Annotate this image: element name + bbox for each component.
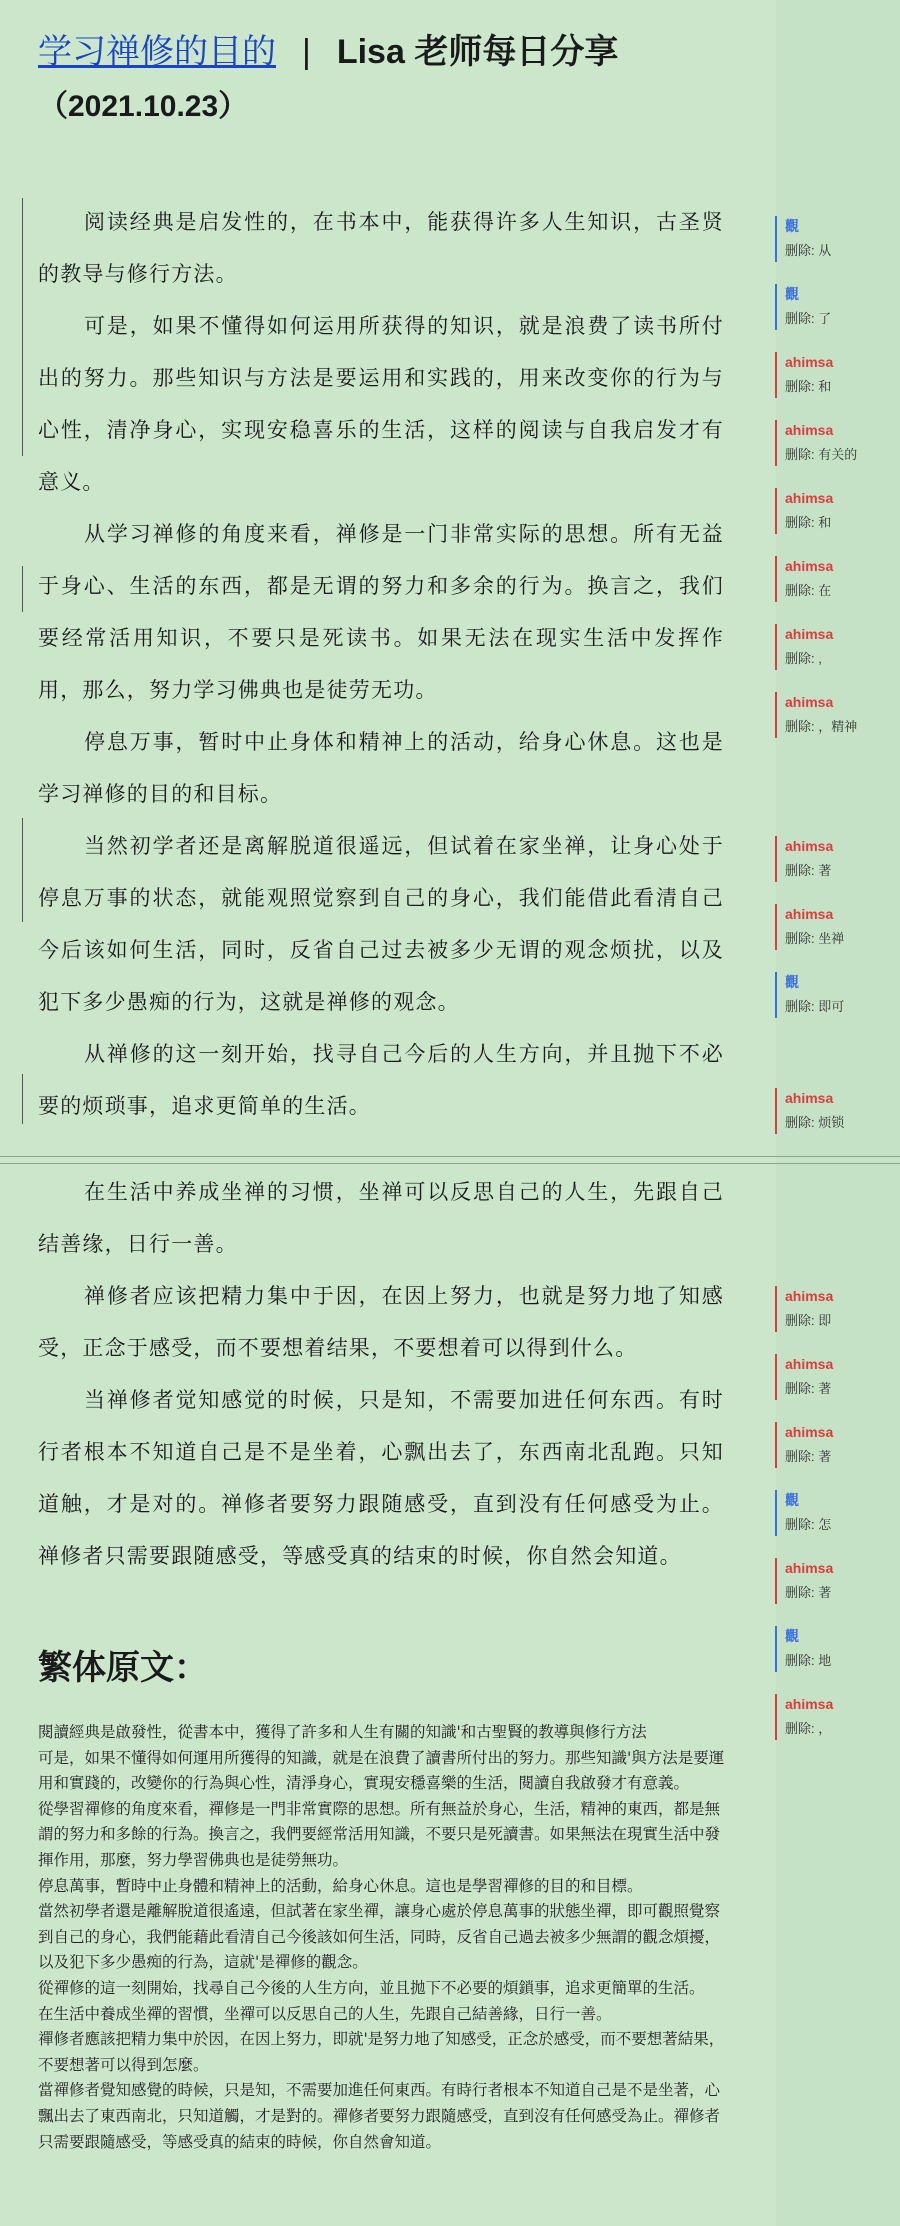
- comment-balloon[interactable]: [775, 1558, 900, 1604]
- paragraph: 禅修者应该把精力集中于因，在因上努力，也就是努力地了知感受，正念于感受，而不要想着结果，不要想着可以得到什么。: [38, 1284, 724, 1360]
- traditional-heading: 繁体原文：: [38, 1649, 208, 1687]
- comment-author: ahimsa: [785, 626, 834, 642]
- comment-balloon[interactable]: [775, 836, 900, 882]
- traditional-paragraph: 禪修者應該把精力集中於因，在因上努力，即就'是努力地了知感受，正念於感受，而不要想著結果，不要想著可以得到怎麼。: [38, 2030, 725, 2074]
- comment-author: ahimsa: [785, 354, 834, 370]
- comment-balloon[interactable]: [775, 284, 900, 330]
- change-bar: [22, 818, 23, 922]
- comment-balloon[interactable]: [775, 1694, 900, 1740]
- traditional-paragraph: 從學習禪修的角度來看，禪修是一門非常實際的思想。所有無益於身心，生活，精神的東西，都是無謂的努力和多餘的行為。換言之，我們要經常活用知識，不要只是死讀書。如果無法在現實生活中發揮作用，那麼，努力學習佛典也是徒勞無功。: [38, 1799, 721, 1869]
- comment-text: 删除: 有关的: [785, 447, 858, 462]
- paragraph: 从学习禅修的角度来看，禅修是一门非常实际的思想。所有无益于身心、生活的东西，都是无谓的努力和多余的行为。换言之，我们要经常活用知识，不要只是死读书。如果无法在现实生活中发挥作用，那么，努力学习佛典也是徒劳无功。: [38, 522, 724, 702]
- traditional-paragraph: 可是，如果不懂得如何運用所獲得的知識，就是在浪費了讀書所付出的努力。那些知識'與方法是要運用和實踐的，改變你的行為與心性，清淨身心，實現安穩喜樂的生活，閱讀自我啟發才有意義。: [38, 1748, 725, 1793]
- comment-author: ahimsa: [785, 558, 834, 574]
- simplified-text-part2: [38, 1166, 724, 1582]
- comment-text: 删除: 和: [785, 515, 832, 530]
- change-bar: [22, 198, 23, 456]
- comment-text: 删除: 著: [785, 863, 832, 878]
- change-bar: [22, 1074, 23, 1124]
- traditional-paragraph: 從禪修的這一刻開始，找尋自己今後的人生方向，並且拋下不必要的煩鎖事，追求更簡單的生活。: [38, 1978, 705, 1997]
- comment-author: 觀: [785, 218, 799, 234]
- comment-author: ahimsa: [785, 1560, 834, 1576]
- page-title: [38, 22, 758, 82]
- change-bar: [22, 566, 23, 612]
- traditional-text: [38, 1720, 728, 2155]
- comment-author: ahimsa: [785, 1090, 834, 1106]
- comment-balloon[interactable]: [775, 1354, 900, 1400]
- comment-author: 觀: [785, 286, 799, 302]
- title-separator: |: [302, 33, 311, 71]
- traditional-paragraph: 在生活中養成坐禪的習慣，坐禪可以反思自己的人生，先跟自己結善緣，日行一善。: [38, 2004, 612, 2023]
- comment-text: 删除: 地: [785, 1653, 832, 1668]
- comment-balloon[interactable]: [775, 420, 900, 466]
- comment-author: ahimsa: [785, 1288, 834, 1304]
- comment-balloon[interactable]: [775, 216, 900, 262]
- comment-text: 删除: ，精神: [785, 719, 858, 734]
- comment-balloon[interactable]: [775, 488, 900, 534]
- comment-author: 觀: [785, 1628, 799, 1644]
- traditional-paragraph: 當然初學者還是離解脫道很遙遠，但試著在家坐禪，讓身心處於停息萬事的狀態坐禪，即可觀照覺察到自己的身心，我們能藉此看清自己今後該如何生活，同時，反省自己過去被多少無謂的觀念煩擾，以及犯下多少愚痴的行為，這就'是禪修的觀念。: [38, 1902, 721, 1972]
- comment-balloon[interactable]: [775, 624, 900, 670]
- paragraph: 当禅修者觉知感觉的时候，只是知，不需要加进任何东西。有时行者根本不知道自己是不是坐着，心飘出去了，东西南北乱跑。只知道触，才是对的。禅修者要努力跟随感受，直到没有任何感受为止。禅修者只需要跟随感受，等感受真的结束的时候，你自然会知道。: [38, 1388, 724, 1568]
- comment-author: ahimsa: [785, 906, 834, 922]
- comment-text: 删除: 和: [785, 379, 832, 394]
- comment-text: 删除: 即: [785, 1313, 832, 1328]
- comment-balloon[interactable]: [775, 556, 900, 602]
- paragraph: 停息万事，暂时中止身体和精神上的活动，给身心休息。这也是学习禅修的目的和目标。: [38, 730, 724, 806]
- paragraph: 当然初学者还是离解脱道很遥远，但试着在家坐禅，让身心处于停息万事的状态，就能观照觉察到自己的身心，我们能借此看清自己今后该如何生活，同时，反省自己过去被多少无谓的观念烦扰，以及犯下多少愚痴的行为，这就是禅修的观念。: [38, 834, 724, 1014]
- comment-balloon[interactable]: [775, 1422, 900, 1468]
- comment-text: 删除: 即可: [785, 999, 845, 1014]
- comment-author: ahimsa: [785, 838, 834, 854]
- comment-author: ahimsa: [785, 422, 834, 438]
- title-link[interactable]: 学习禅修的目的: [38, 33, 276, 71]
- comment-text: 删除: 怎: [785, 1517, 832, 1532]
- paragraph: 在生活中养成坐禅的习惯，坐禅可以反思自己的人生，先跟自己结善缘，日行一善。: [38, 1180, 724, 1256]
- traditional-paragraph: 當禪修者覺知感覺的時候，只是知，不需要加進任何東西。有時行者根本不知道自己是不是坐著，心飄出去了東西南北，只知道觸，才是對的。禪修者要努力跟隨感受，直到沒有任何感受為止。禪修者只需要跟隨感受，等感受真的結束的時候，你自然會知道。: [38, 2081, 721, 2151]
- comment-balloon[interactable]: [775, 1088, 900, 1134]
- comment-text: 删除: 从: [785, 243, 832, 258]
- comment-author: ahimsa: [785, 694, 834, 710]
- comment-balloon[interactable]: [775, 352, 900, 398]
- comment-text: 删除: 著: [785, 1449, 832, 1464]
- paragraph: 从禅修的这一刻开始，找寻自己今后的人生方向，并且抛下不必要的烦琐事，追求更简单的生活。: [38, 1042, 724, 1118]
- comment-text: 删除: ，: [785, 1721, 832, 1736]
- comment-author: ahimsa: [785, 1356, 834, 1372]
- comment-text: 删除: 著: [785, 1585, 832, 1600]
- comment-author: 觀: [785, 974, 799, 990]
- comment-author: ahimsa: [785, 1424, 834, 1440]
- comment-text: 删除: 了: [785, 311, 832, 326]
- comment-balloon[interactable]: [775, 904, 900, 950]
- simplified-text-part1: [38, 196, 724, 1132]
- comment-balloon[interactable]: [775, 692, 900, 738]
- traditional-paragraph: 停息萬事，暫時中止身體和精神上的活動，給身心休息。這也是學習禪修的目的和目標。: [38, 1876, 643, 1895]
- comment-text: 删除: 烦锁: [785, 1115, 845, 1130]
- title-block: [38, 22, 758, 132]
- comment-author: ahimsa: [785, 1696, 834, 1712]
- comment-balloon[interactable]: [775, 1490, 900, 1536]
- comment-text: 删除: 著: [785, 1381, 832, 1396]
- comment-author: ahimsa: [785, 490, 834, 506]
- title-date: （2021.10.23）: [38, 90, 249, 123]
- comment-text: 删除: 坐禅: [785, 931, 845, 946]
- traditional-paragraph: 閱讀經典是啟發性，從書本中，獲得了許多和人生有關的知識'和古聖賢的教導與修行方法: [38, 1723, 647, 1741]
- comment-text: 删除: 在: [785, 583, 832, 598]
- comment-balloon[interactable]: [775, 972, 900, 1018]
- title-suffix: Lisa 老师每日分享: [336, 33, 619, 71]
- paragraph: 阅读经典是启发性的，在书本中，能获得许多人生知识，古圣贤的教导与修行方法。: [38, 210, 724, 286]
- page-break: [0, 1156, 900, 1164]
- comment-text: 删除: ,: [785, 651, 822, 666]
- paragraph: 可是，如果不懂得如何运用所获得的知识，就是浪费了读书所付出的努力。那些知识与方法是要运用和实践的，用来改变你的行为与心性，清净身心，实现安稳喜乐的生活，这样的阅读与自我启发才有意义。: [38, 314, 724, 494]
- comment-author: 觀: [785, 1492, 799, 1508]
- comment-balloon[interactable]: [775, 1626, 900, 1672]
- comment-balloon[interactable]: [775, 1286, 900, 1332]
